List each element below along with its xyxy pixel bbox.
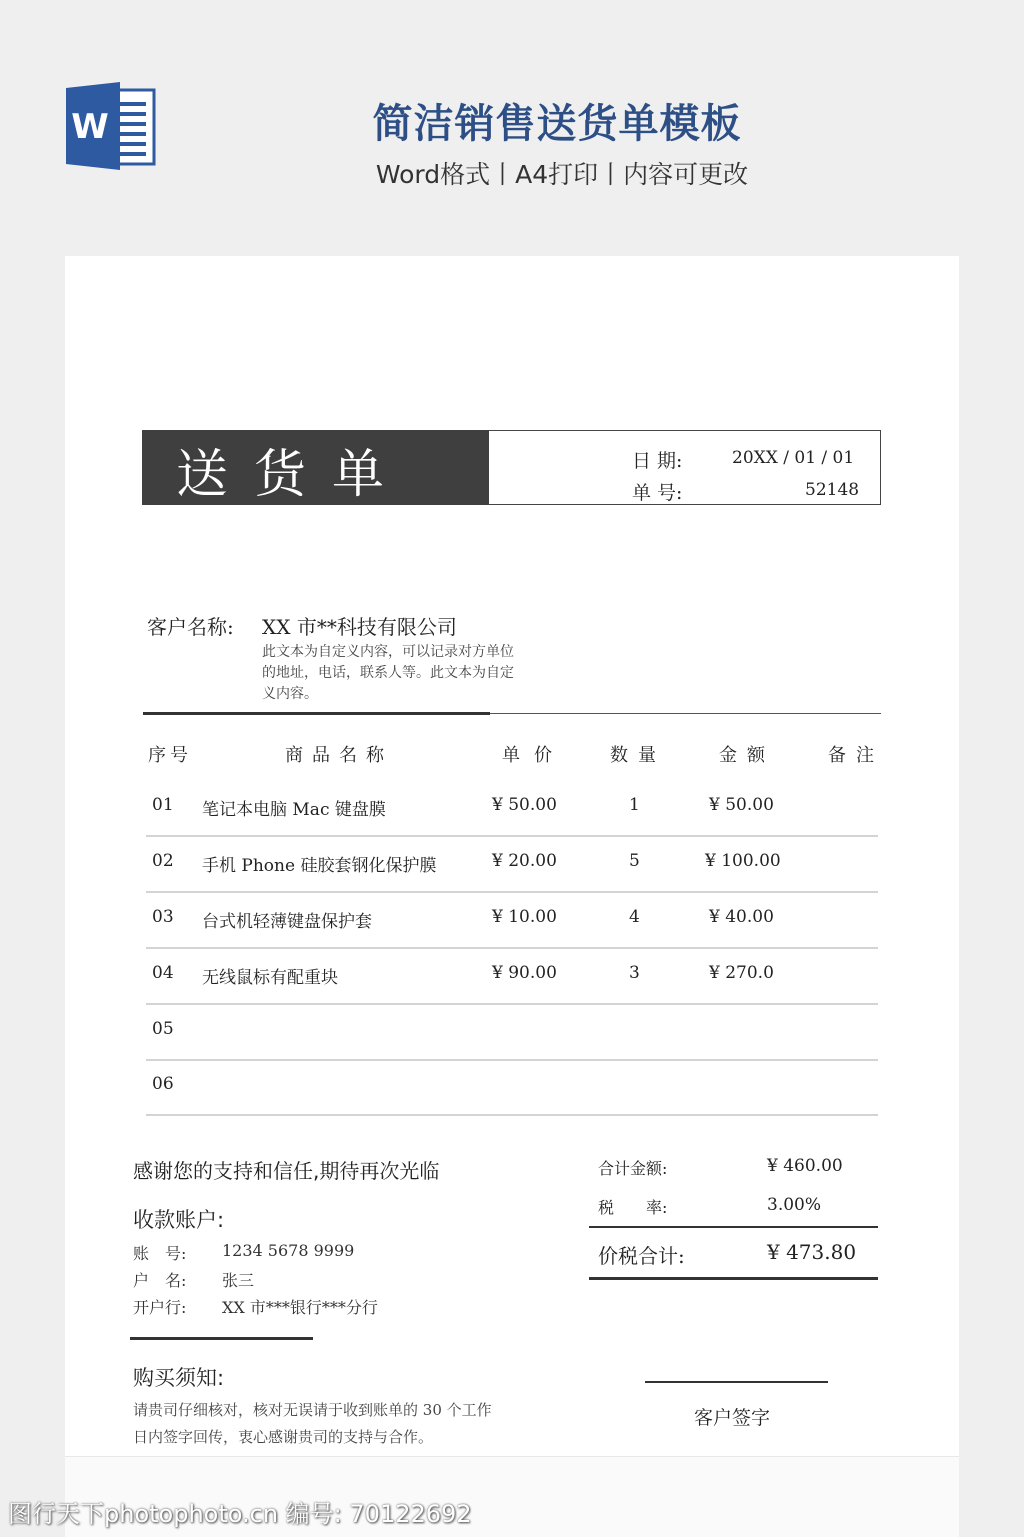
account-heading: 收款账户: bbox=[133, 1208, 225, 1232]
cell-amount: ¥ 50.00 bbox=[709, 795, 774, 815]
cell-name: 手机 Phone 硅胶套钢化保护膜 bbox=[202, 856, 437, 876]
col-header-note: 备注 bbox=[828, 745, 884, 766]
cell-qty: 1 bbox=[629, 795, 640, 815]
account-holder-value: 张三 bbox=[222, 1271, 255, 1290]
account-bank-value: XX 市***银行***分行 bbox=[222, 1298, 378, 1317]
customer-name: XX 市**科技有限公司 bbox=[262, 615, 457, 639]
notice-heading: 购买须知: bbox=[133, 1366, 225, 1390]
date-label: 日 期: bbox=[632, 450, 683, 472]
account-number-label: 账 号: bbox=[133, 1244, 187, 1263]
tax-label: 税 率: bbox=[598, 1198, 668, 1217]
total-value: ¥ 473.80 bbox=[767, 1240, 857, 1264]
col-header-qty: 数量 bbox=[610, 745, 666, 766]
number-label: 单 号: bbox=[632, 482, 683, 504]
date-value: 20XX / 01 / 01 bbox=[732, 448, 855, 468]
notice-text-line1: 请贵司仔细核对，核对无误请于收到账单的 30 个工作 bbox=[133, 1401, 492, 1419]
cell-qty: 4 bbox=[629, 907, 640, 927]
cell-no: 03 bbox=[152, 907, 174, 927]
cell-price: ¥ 10.00 bbox=[492, 907, 557, 927]
watermark: 图行天下photophoto.cn 编号: 70122692 bbox=[8, 1500, 472, 1528]
customer-label: 客户名称: bbox=[147, 615, 234, 639]
cell-amount: ¥ 40.00 bbox=[709, 907, 774, 927]
divider bbox=[130, 1337, 313, 1340]
account-number-value: 1234 5678 9999 bbox=[222, 1241, 355, 1260]
cell-no: 06 bbox=[152, 1074, 174, 1094]
col-header-no: 序号 bbox=[148, 745, 192, 766]
cell-no: 04 bbox=[152, 963, 174, 983]
signature-line bbox=[645, 1381, 828, 1383]
number-value: 52148 bbox=[805, 480, 860, 500]
cell-qty: 5 bbox=[629, 851, 640, 871]
col-header-amount: 金额 bbox=[719, 745, 775, 766]
cell-name: 台式机轻薄键盘保护套 bbox=[202, 912, 372, 932]
subtotal-label: 合计金额: bbox=[598, 1159, 668, 1178]
tax-value: 3.00% bbox=[767, 1195, 822, 1215]
cell-qty: 3 bbox=[629, 963, 640, 983]
subtotal-value: ¥ 460.00 bbox=[767, 1156, 843, 1176]
promo-subtitle: Word格式丨A4打印丨内容可更改 bbox=[375, 160, 749, 189]
table-row bbox=[146, 891, 878, 949]
divider bbox=[490, 713, 881, 714]
notice-text-line2: 日内签字回传，衷心感谢贵司的支持与合作。 bbox=[133, 1428, 434, 1446]
cell-no: 01 bbox=[152, 795, 174, 815]
divider bbox=[589, 1277, 878, 1280]
account-bank-label: 开户行: bbox=[133, 1298, 187, 1317]
document-title: 送货单 bbox=[176, 445, 411, 505]
table-row bbox=[146, 1003, 878, 1061]
cell-no: 05 bbox=[152, 1019, 174, 1039]
cell-price: ¥ 20.00 bbox=[492, 851, 557, 871]
cell-amount: ¥ 270.0 bbox=[709, 963, 774, 983]
divider bbox=[143, 712, 490, 715]
col-header-price: 单价 bbox=[502, 745, 566, 766]
word-icon-letter: W bbox=[71, 107, 109, 147]
total-label: 价税合计: bbox=[598, 1244, 685, 1268]
cell-name: 无线鼠标有配重块 bbox=[202, 968, 338, 988]
customer-note: 此文本为自定义内容，可以记录对方单位的地址，电话，联系人等。此文本为自定义内容。 bbox=[262, 644, 514, 702]
cell-no: 02 bbox=[152, 851, 174, 871]
signature-label: 客户签字 bbox=[694, 1407, 771, 1429]
table-row bbox=[146, 779, 878, 837]
divider bbox=[589, 1226, 878, 1228]
table-row bbox=[146, 835, 878, 893]
cell-price: ¥ 90.00 bbox=[492, 963, 557, 983]
cell-price: ¥ 50.00 bbox=[492, 795, 557, 815]
thanks-message: 感谢您的支持和信任,期待再次光临 bbox=[133, 1159, 440, 1183]
table-row bbox=[146, 1058, 878, 1116]
account-holder-label: 户 名: bbox=[133, 1271, 187, 1290]
col-header-name: 商品名称 bbox=[285, 745, 393, 766]
cell-amount: ¥ 100.00 bbox=[705, 851, 781, 871]
cell-name: 笔记本电脑 Mac 键盘膜 bbox=[202, 800, 386, 820]
promo-title: 简洁销售送货单模板 bbox=[372, 101, 742, 147]
table-row bbox=[146, 947, 878, 1005]
